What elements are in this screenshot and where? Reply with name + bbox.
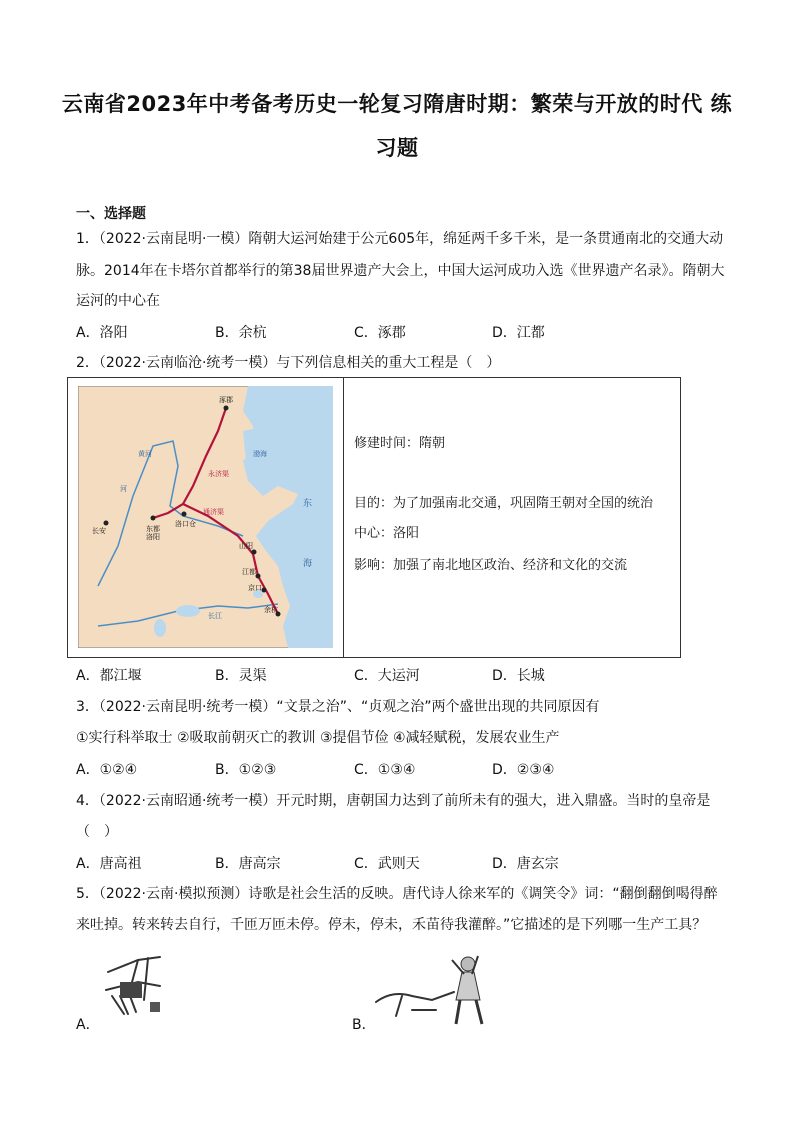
title-line-1: 云南省2023年中考备考历史一轮复习隋唐时期：繁荣与开放的时代 练 — [61, 92, 733, 116]
q5-option-b[interactable]: B． — [352, 1017, 376, 1033]
q2-option-d[interactable]: D．长城 — [492, 668, 545, 684]
q1-option-a[interactable]: A．洛阳 — [76, 325, 128, 341]
q5-text-line-1: 5．（2022·云南·模拟预测）诗歌是社会生活的反映。唐代诗人徐来军的《调笑令》词：“翻倒翻倒喝得醉 — [76, 886, 718, 902]
q1-text-line-1: 1．（2022·云南昆明·一模）隋朝大运河始建于公元605年，绵延两千多千米，是一条贯通南北的交通大动 — [76, 231, 724, 247]
q2-option-a[interactable]: A．都江堰 — [76, 668, 142, 684]
q3-option-d[interactable]: D．②③④ — [492, 762, 555, 778]
q3-text-line-2: ①实行科举取士 ②吸取前朝灭亡的教训 ③提倡节俭 ④减轻赋税，发展农业生产 — [76, 730, 560, 746]
q2-text-line-1: 2．（2022·云南临沧·统考一模）与下列信息相关的重大工程是（ ） — [76, 355, 501, 371]
q5-text-line-2: 来吐掉。转来转去自行，千匝万匝未停。停未，停未，禾苗待我灌醉。”它描述的是下列哪一生产工具？ — [76, 917, 707, 933]
title-line-2: 习题 — [375, 136, 419, 160]
info-center: 中心：洛阳 — [354, 526, 420, 541]
waterwheel-image — [98, 952, 170, 1022]
map-label-changan: 长安 — [92, 527, 106, 535]
q3-option-b[interactable]: B．①②③ — [215, 762, 277, 778]
map-label-sea: 海 — [303, 559, 313, 569]
map-label-changjiang: 长江 — [208, 612, 222, 620]
map-label-east: 东 — [303, 499, 313, 509]
q1-option-d[interactable]: D．江都 — [492, 325, 545, 341]
q3-option-a[interactable]: A．①②④ — [76, 762, 138, 778]
q4-options — [76, 853, 716, 873]
q4-text-line-2: （ ） — [76, 824, 118, 840]
q2-options — [76, 665, 716, 685]
map-label-luoyang: 洛阳 — [146, 533, 160, 541]
q3-option-c[interactable]: C．①③④ — [354, 762, 416, 778]
q1-options — [76, 322, 716, 342]
q2-option-c[interactable]: C．大运河 — [354, 668, 420, 684]
map-label-bohai: 渤海 — [253, 450, 267, 458]
table-divider — [343, 378, 344, 657]
q2-option-b[interactable]: B．灵渠 — [215, 668, 267, 684]
map-label-jiangdu: 江都 — [242, 568, 256, 576]
q2-info-table — [67, 377, 681, 658]
map-label-shanyang: 山阳 — [239, 542, 253, 550]
q1-option-b[interactable]: B．余杭 — [215, 325, 267, 341]
q3-text-line-1: 3．（2022·云南昆明·统考一模）“文景之治”、“贞观之治”两个盛世出现的共同原因有 — [76, 699, 600, 715]
q1-option-c[interactable]: C．涿郡 — [354, 325, 406, 341]
map-label-river: 河 — [120, 485, 127, 493]
info-purpose: 目的：为了加强南北交通，巩固隋王朝对全国的统治 — [354, 496, 654, 511]
map-label-zhuojun: 涿郡 — [219, 396, 233, 404]
q3-options — [76, 759, 716, 779]
info-impact: 影响：加强了南北地区政治、经济和文化的交流 — [354, 558, 628, 573]
q4-option-d[interactable]: D．唐玄宗 — [492, 856, 559, 872]
q4-option-b[interactable]: B．唐高宗 — [215, 856, 281, 872]
q4-text-line-1: 4．（2022·云南昭通·统考一模）开元时期，唐朝国力达到了前所未有的强大，进入鼎盛。当时的皇帝是 — [76, 793, 711, 809]
q4-option-a[interactable]: A．唐高祖 — [76, 856, 142, 872]
grand-canal-map — [78, 386, 333, 648]
plowing-image — [372, 950, 492, 1030]
map-label-dongdu: 东都 — [146, 525, 160, 533]
map-label-yongji: 永济渠 — [208, 470, 229, 478]
map-label-luokoucang: 洛口仓 — [175, 520, 196, 528]
info-build-time: 修建时间：隋朝 — [354, 436, 446, 451]
section-heading: 一、选择题 — [76, 206, 146, 222]
document-title — [60, 82, 734, 170]
q5-option-a[interactable]: A． — [76, 1017, 100, 1033]
map-label-yuhang: 余杭 — [264, 606, 278, 614]
q1-text-line-3: 运河的中心在 — [76, 293, 160, 309]
map-label-tongji: 通济渠 — [203, 508, 224, 516]
q4-option-c[interactable]: C．武则天 — [354, 856, 420, 872]
q1-text-line-2: 脉。2014年在卡塔尔首都举行的第38届世界遗产大会上，中国大运河成功入选《世界遗产名录》。隋朝大 — [76, 263, 725, 279]
map-label-huanghe: 黄河 — [138, 450, 152, 458]
map-label-jingkou: 京口 — [248, 584, 262, 592]
